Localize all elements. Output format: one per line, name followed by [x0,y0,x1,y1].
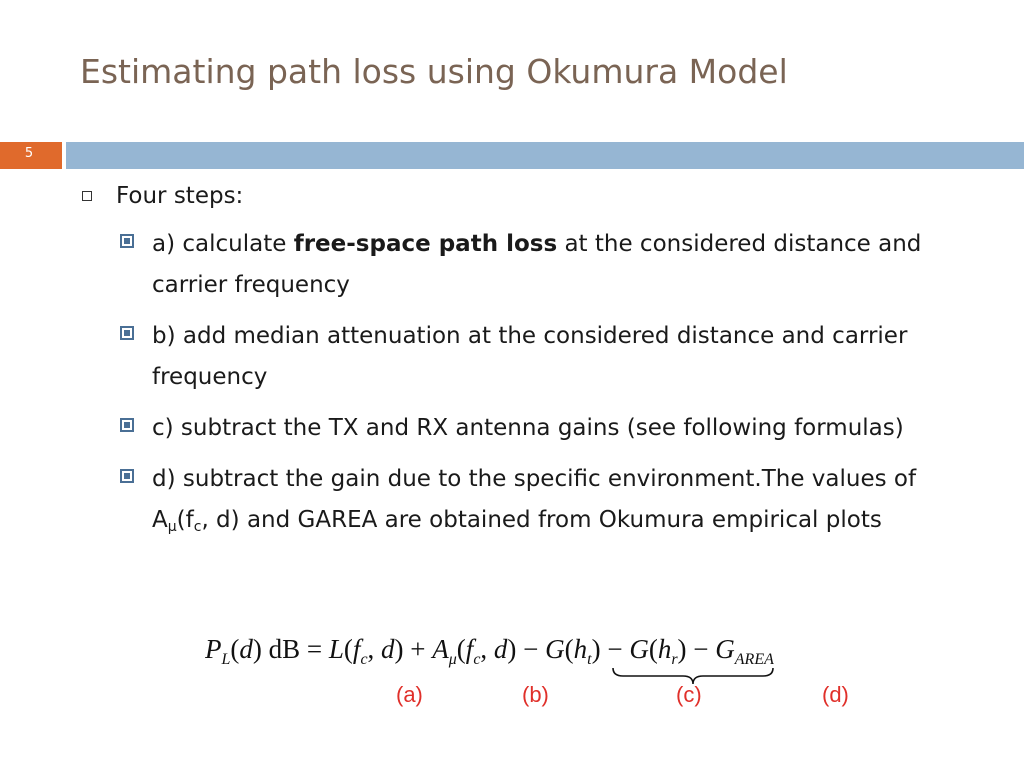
square-bullet-icon [82,191,92,201]
formula-label-a: (a) [396,682,423,707]
header-bar [66,142,1024,169]
formula-label-d: (d) [822,682,849,707]
step-a-bold: free-space path loss [293,231,558,257]
step-a [80,224,972,306]
bullet-heading [80,178,1000,214]
slide-number-bar [0,142,62,169]
svg-text:PL(d) dB = L(fc, d) + Aμ(fc, d: PL(d) dB = L(fc, d) + Aμ(fc, d) − G(ht) − G(hr) − GAREA [205,634,774,668]
step-d-part2: (f [176,507,194,533]
step-b [80,316,972,398]
step-d [80,459,972,541]
filled-square-bullet-icon [120,418,134,432]
step-d-sub-mu: μ [167,519,177,535]
formula-label-c: (c) [676,682,702,707]
step-c [80,408,972,449]
step-c-text: c) subtract the TX and RX antenna gains (see following formulas) [152,415,904,441]
heading-text: Four steps: [116,183,244,209]
formula-graphic [205,628,885,718]
path-loss-formula [205,628,885,718]
formula-expression [205,634,774,668]
filled-square-bullet-icon [120,326,134,340]
step-a-pre: a) calculate [152,231,294,257]
step-a-post: at the considered distance and carrier frequency [152,231,922,298]
slide-content [80,174,1000,541]
formula-label-b: (b) [522,682,549,707]
filled-square-bullet-icon [120,234,134,248]
filled-square-bullet-icon [120,469,134,483]
step-d-part1: d) subtract the gain due to the specific environment.The values of A [152,466,917,533]
step-d-part3: , d) and GAREA are obtained from Okumura empirical plots [201,507,882,533]
slide-number: 5 [24,146,34,161]
slide-title: Estimating path loss using Okumura Model [80,52,788,91]
step-d-sub-c: c [193,519,202,535]
step-b-text: b) add median attenuation at the considered distance and carrier frequency [152,323,908,390]
